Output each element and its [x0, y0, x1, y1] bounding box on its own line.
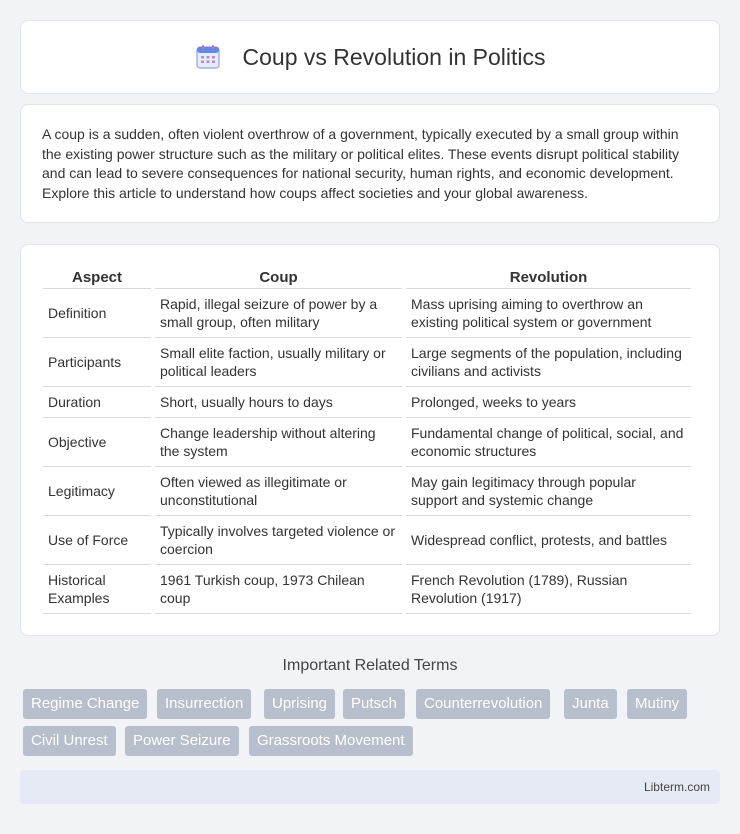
footer-site-link[interactable]: Libterm.com	[643, 780, 710, 794]
table-row	[43, 387, 691, 418]
coup-cell: Short, usually hours to days	[155, 387, 402, 418]
revolution-cell: Mass uprising aiming to overthrow an existing political system or government	[406, 289, 691, 338]
term-tag[interactable]: Counterrevolution	[416, 689, 550, 719]
title-card	[20, 20, 720, 94]
table-row	[43, 565, 691, 614]
revolution-cell: Widespread conflict, protests, and battles	[406, 516, 691, 565]
aspect-cell: Historical Examples	[43, 565, 151, 614]
term-tag[interactable]: Putsch	[343, 689, 405, 719]
table-row	[43, 467, 691, 516]
term-tag[interactable]: Regime Change	[23, 689, 147, 719]
term-tag[interactable]: Junta	[564, 689, 617, 719]
aspect-cell: Duration	[43, 387, 151, 418]
header-revolution: Revolution	[406, 265, 691, 289]
table-header-row	[43, 265, 691, 289]
aspect-cell: Participants	[43, 338, 151, 387]
term-tag[interactable]: Insurrection	[157, 689, 251, 719]
table-row	[43, 516, 691, 565]
aspect-cell: Use of Force	[43, 516, 151, 565]
term-tag[interactable]: Mutiny	[627, 689, 687, 719]
term-tag[interactable]: Grassroots Movement	[249, 726, 413, 756]
table-row	[43, 289, 691, 338]
revolution-cell: French Revolution (1789), Russian Revolution (1917)	[406, 565, 691, 614]
comparison-table	[39, 265, 695, 614]
table-row	[43, 418, 691, 467]
calendar-icon	[195, 44, 221, 70]
coup-cell: Rapid, illegal seizure of power by a small group, often military	[155, 289, 402, 338]
aspect-cell: Legitimacy	[43, 467, 151, 516]
coup-cell: Small elite faction, usually military or political leaders	[155, 338, 402, 387]
comparison-card	[20, 244, 720, 636]
header-coup: Coup	[155, 265, 402, 289]
term-tag[interactable]: Uprising	[264, 689, 335, 719]
coup-cell: Change leadership without altering the system	[155, 418, 402, 467]
related-terms-heading: Important Related Terms	[282, 657, 458, 674]
revolution-cell: Large segments of the population, including civilians and activists	[406, 338, 691, 387]
table-row	[43, 338, 691, 387]
revolution-cell: Prolonged, weeks to years	[406, 387, 691, 418]
footer	[20, 770, 720, 804]
term-tag[interactable]: Civil Unrest	[23, 726, 116, 756]
revolution-cell: May gain legitimacy through popular support and systemic change	[406, 467, 691, 516]
header-aspect: Aspect	[43, 265, 151, 289]
intro-text: A coup is a sudden, often violent overthrow of a government, typically executed by a small group within the existing power structure such as the military or political elites. These events disrupt political stability and can lead to severe consequences for national security, human rights, and economic development. Explore this article to understand how coups affect societies and your global awareness.	[42, 126, 680, 201]
aspect-cell: Objective	[43, 418, 151, 467]
term-tag[interactable]: Power Seizure	[125, 726, 239, 756]
aspect-cell: Definition	[43, 289, 151, 338]
intro-card	[20, 104, 720, 223]
coup-cell: Often viewed as illegitimate or unconstitutional	[155, 467, 402, 516]
coup-cell: 1961 Turkish coup, 1973 Chilean coup	[155, 565, 402, 614]
page-title: Coup vs Revolution in Politics	[242, 43, 546, 70]
revolution-cell: Fundamental change of political, social, and economic structures	[406, 418, 691, 467]
coup-cell: Typically involves targeted violence or coercion	[155, 516, 402, 565]
